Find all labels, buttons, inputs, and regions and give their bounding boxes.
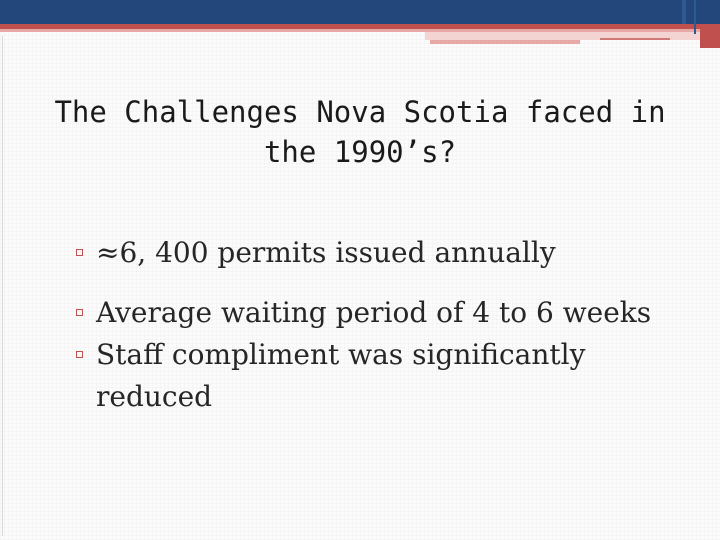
bullet-text: Average waiting period of 4 to 6 weeks <box>96 296 652 329</box>
bullet-item-waiting-period <box>76 292 696 334</box>
band-blue-accent <box>682 0 686 24</box>
hollow-square-icon <box>76 249 83 256</box>
bullet-item-staff <box>76 334 696 418</box>
hollow-square-icon <box>76 351 83 358</box>
slide-title <box>40 92 680 172</box>
left-edge-line <box>2 36 3 536</box>
slide-title-line-1: The Challenges Nova Scotia faced in <box>54 95 666 129</box>
top-decorative-band <box>0 0 720 48</box>
band-pink-line <box>430 40 580 44</box>
slide-title-line-2: the 1990’s? <box>263 135 457 169</box>
bullet-item-permits <box>76 232 696 274</box>
band-blue-accent-tall <box>694 0 696 34</box>
band-right-red-block <box>700 24 720 48</box>
band-accent-line <box>600 38 670 40</box>
bullet-list <box>76 232 696 418</box>
band-pink-block <box>425 32 720 40</box>
hollow-square-icon <box>76 309 83 316</box>
bullet-text: Staff compliment was significantly reduced <box>96 338 586 413</box>
band-blue-stripe <box>0 0 720 24</box>
bullet-text: ≈6, 400 permits issued annually <box>96 236 556 269</box>
